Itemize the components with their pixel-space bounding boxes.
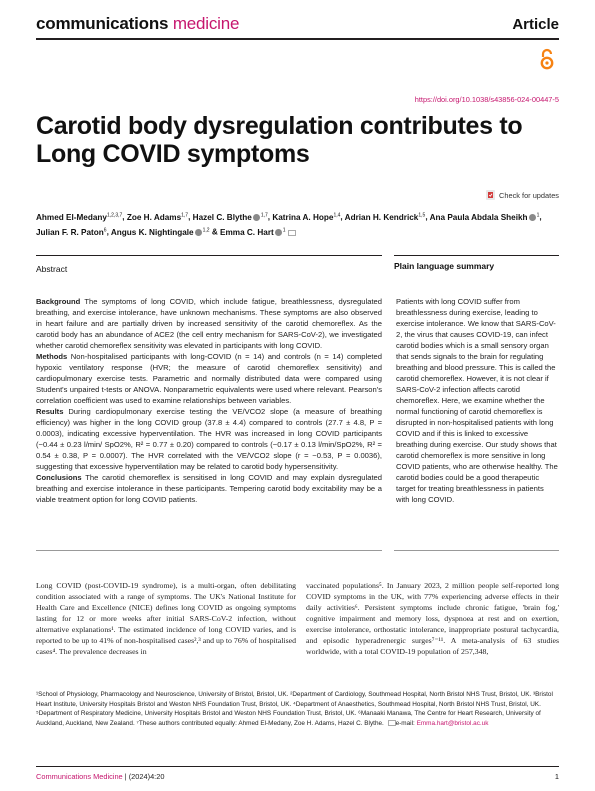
orcid-icon[interactable]: [253, 214, 260, 221]
article-title: Carotid body dysregulation contributes to Long COVID symptoms: [36, 112, 523, 168]
author-affiliation-sup: 1,2,3,7: [106, 212, 123, 218]
affiliations-text: ¹School of Physiology, Pharmacology and Neuroscience, University of Bristol, Bristol, UK. ²Department of Cardiology, Southmead Hospital, North Bristol NHS Trust, Bristol, UK. ³Bristol Heart Institute, University Hospitals Bristol and Weston NHS Foundation Trust, Bristol, UK. ⁴Department of Anaesthetics, Southmead Hospital, North Bristol NHS Trust, Bristol, UK. ⁵Department of Respiratory Medicine, University Hospitals Bristol and Weston NHS Foundation Trust, Bristol, UK. ⁶Manaaki Manawa, The Centre for Heart Research, University of Auckland, Auckland, New Zealand. ⁷These authors contributed equally: Ahmed El-Medany, Zoe H. Adams, Hazel C. Blythe.: [36, 691, 553, 727]
author-name-text: Zoe H. Adams: [126, 212, 182, 222]
mail-icon: [388, 720, 396, 726]
author-affiliation-sup: 1,4: [333, 212, 341, 218]
author-affiliation-sup: 1,7: [181, 212, 189, 218]
author-affiliation-sup: 1,2: [202, 227, 210, 234]
author-name: [127, 213, 188, 222]
plain-language-text: Patients with long COVID suffer from breathlessness during exercise, leading to exercise intolerance. We know that SARS-CoV-2, the virus that causes COVID-19, can infect carotid bodies which is a small sensory organ that sends signals to the brain for regulating breathing and blood pressure. This is called the carotid chemoreflex. However, it is not clear if SARS-CoV-2 infection affects carotid chemoreflex. Here, we examine whether the normal functioning of carotid chemoreflex is disrupted in non-hospitalised patients with long COVID and if this is linked to excessive breathing during exercise. Our study shows that carotid chemoreflex is more sensitive in long COVID patients, who are otherwise healthy. The carotid bodies could be a good therapeutic target for treating breathlessness in patients with long COVID.: [396, 297, 558, 504]
conclusions-text: The carotid chemoreflex is sensitised in long COVID and may explain dysregulated breathing and exercise intolerance in these participants. Tempering carotid body excitability may be a viable treatment option for long COVID patients.: [36, 473, 383, 504]
author-name-text: Julian F. R. Paton: [36, 227, 104, 237]
author-name: [36, 213, 122, 222]
email-link[interactable]: Emma.hart@bristol.ac.uk: [416, 719, 489, 727]
author-affiliation-sup: 1,7: [260, 212, 268, 218]
orcid-icon[interactable]: [195, 229, 202, 236]
abstract-text: [36, 296, 382, 505]
header-rule: [36, 38, 559, 40]
author-name: [36, 228, 107, 237]
results-text: During cardiopulmonary exercise testing the VE/VCO2 slope (a measure of breathing efficiency) was higher in the long COVID group (37.8 ± 4.4) compared to controls (27.7 ± 4.8, P = 0.0003), indicating excessive hyperventilation. The HVR was increased in long COVID participants (−0.44 ± 0.23 l/min/ SpO2%, R² = 0.77 ± 0.20) compared to controls (−0.17 ± 0.13 l/min/SpO2%, R² = 0.54 ± 0.38, P = 0.0007). The HVR correlated with the VE/VCO2 slope (r = −0.53, P = 0.0036), suggesting that excessive hyperventilation may be related to carotid body hypersensitivity.: [36, 407, 382, 471]
journal-name-bold: communications: [36, 14, 169, 33]
background-text: The symptoms of long COVID, which include fatigue, breathlessness, dysregulated breathing, and exercise intolerance, have unknown mechanisms. These symptoms are also observed in heart failure and are partially driven by increased sensitivity of the carotid chemoreflex. As the carotid body has an abundance of ACE2 (the cell entry mechanism for SARS-CoV-2), we investigated whether carotid chemoreflex sensitivity was elevated in participants with long COVID.: [36, 297, 382, 350]
methods-text: Non-hospitalised participants with long-COVID (n = 14) and controls (n = 14) completed hypoxic ventilatory response (HVR; the measure of carotid chemoreflex sensitivity) and cardiopulmonary exercise tests. Parametric and normally distributed data were compared using Student's unpaired t-tests or ANOVA. Nonparametric equivalents were used where relevant. Pearson's correlation coefficient was used to examine relationships between variables.: [36, 352, 382, 405]
author-name: [430, 213, 540, 222]
body-column-2: vaccinated populations⁵. In January 2023, 2 million people self-reported long COVID symptoms in the UK, with 77% experiencing adverse effects in their daily activities⁶. Persistent symptoms include chronic fatigue, 'brain fog,' cognitive impairment and memory loss, dyspnoea at rest and on exertion, exercise intolerance, orthostatic intolerance, inappropriate postural tachycardia, and episodic hyperadrenergic surges⁷⁻¹¹. A meta-analysis of 63 studies worldwide, with a total COVID-19 population of 257,348,: [306, 581, 559, 656]
author-affiliation-sup: 1,5: [418, 212, 426, 218]
orcid-icon[interactable]: [529, 214, 536, 221]
abstract-heading: Abstract: [36, 264, 68, 274]
email-label: e-mail:: [395, 719, 415, 727]
author-name-text: Ana Paula Abdala Sheikh: [429, 212, 528, 222]
abstract-results: [36, 406, 382, 472]
journal-name-light: medicine: [172, 14, 240, 33]
plain-language-heading: Plain language summary: [394, 261, 495, 271]
author-name: [345, 213, 426, 222]
author-name-text: Adrian H. Kendrick: [344, 212, 419, 222]
abstract-conclusions: [36, 472, 382, 505]
author-name-text: Emma C. Hart: [220, 227, 274, 237]
abstract-methods: [36, 351, 382, 406]
abstract-background: [36, 296, 382, 351]
author-name: [272, 213, 340, 222]
check-updates-icon: [486, 190, 495, 200]
author-name-text: Ahmed El-Medany: [36, 212, 107, 222]
author-name: [111, 228, 210, 237]
affiliations-footnote: [36, 690, 559, 728]
background-label: Background: [36, 297, 81, 306]
orcid-icon[interactable]: [275, 229, 282, 236]
conclusions-label: Conclusions: [36, 473, 82, 482]
footer-citation: [36, 772, 164, 781]
author-affiliation-sup: 6: [103, 227, 107, 234]
journal-name: [36, 14, 239, 34]
author-name-text: Hazel C. Blythe: [192, 212, 252, 222]
mail-icon[interactable]: [288, 230, 296, 236]
footer-journal-link[interactable]: Communications Medicine: [36, 772, 123, 781]
check-updates-label: Check for updates: [499, 190, 559, 200]
page-number: 1: [554, 772, 559, 781]
doi-link[interactable]: https://doi.org/10.1038/s43856-024-00447-5: [414, 95, 559, 104]
author-affiliation-sup: 1: [282, 227, 286, 234]
author-affiliation-sup: 1: [536, 212, 540, 218]
results-label: Results: [36, 407, 64, 416]
author-name-text: Angus K. Nightingale: [110, 227, 194, 237]
body-column-1: Long COVID (post-COVID-19 syndrome), is a multi-organ, often debilitating condition associated with a range of symptoms. The UK's National Institute for Health Care and Excellence (NICE) defines long COVID as ongoing symptoms lasting for 12 or more weeks after initial SARS-CoV-2 infection, without alternative explanations¹. The estimated incidence of long COVID varies, and is reported to be up to 41% of non-hospitalised cases²,³ and up to 76% of hospitalised cases⁴. The prevalence decreases in: [36, 581, 296, 656]
check-updates-button[interactable]: [486, 190, 559, 200]
open-access-lock-icon[interactable]: [539, 48, 555, 70]
methods-label: Methods: [36, 352, 68, 361]
author-name-text: Katrina A. Hope: [272, 212, 334, 222]
article-type: Article: [512, 16, 559, 33]
author-name: [193, 213, 268, 222]
footer-citation-text: | (2024)4:20: [124, 772, 165, 781]
footer-rule: [36, 766, 559, 767]
author-list: Ahmed El-Medany$^{1,2,3,7}$, Zoe H. Adams$^{1,7}$, Hazel C. Blythe $^{1,7}$, Katrina A. Hope$^{1,4}$, Adrian H. Kendrick$^{1,5}$, Ana Paula Abdala Sheikh $^1$, Julian F. R. Paton$^6$, Angus K. Nightingale $^{1,2}$ & Emma C. Hart $^1$: [36, 212, 542, 237]
author-name: [220, 228, 295, 237]
